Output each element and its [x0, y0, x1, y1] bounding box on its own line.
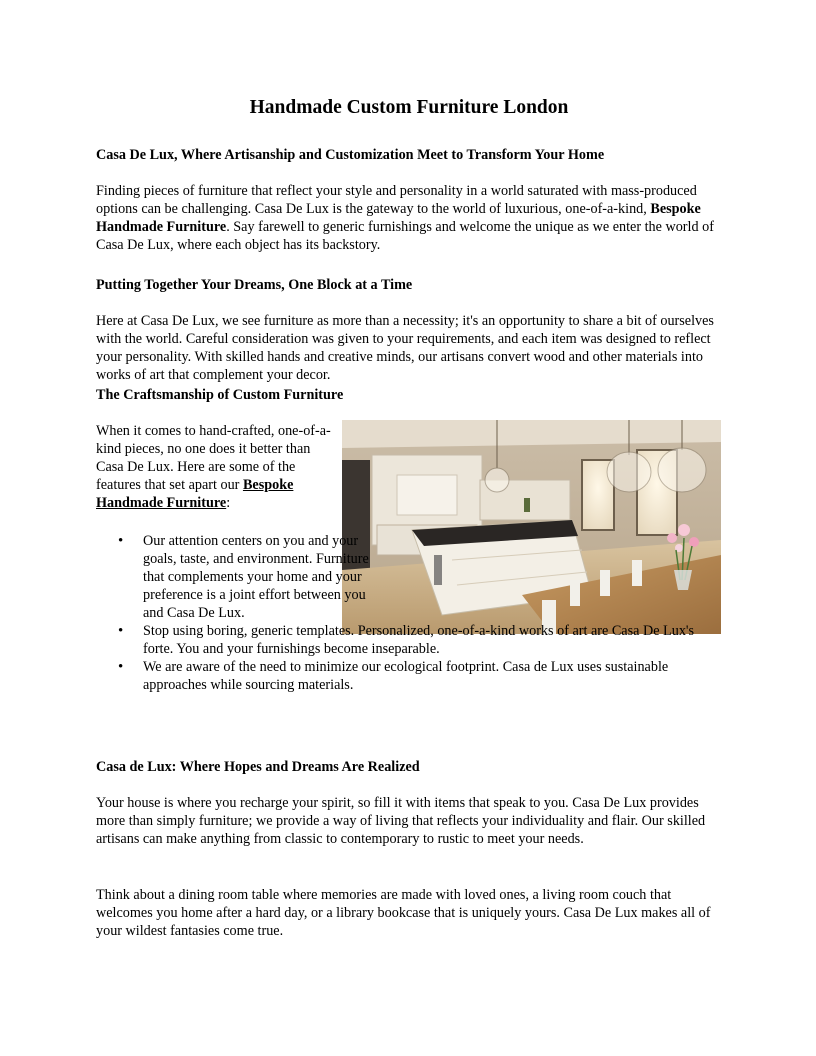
list-item: • Stop using boring, generic templates. Personalized, one-of-a-kind works of art are Casa De Lux's forte. You and your furnishings become inseparable. — [96, 622, 723, 658]
list-item: • Our attention centers on you and your goals, taste, and environment. Furniture that complements your home and your preference is a joint effort between you and Casa De Lux. — [96, 532, 378, 622]
section-heading-dreams: Putting Together Your Dreams, One Block at a Time — [96, 277, 413, 293]
bespoke-furniture-link[interactable]: Bespoke Handmade Furniture — [96, 477, 294, 511]
list-item: • We are aware of the need to minimize our ecological footprint. Casa de Lux uses sustainable approaches while sourcing materials. — [96, 658, 723, 694]
hopes-paragraph-2: Think about a dining room table where memories are made with loved ones, a living room couch that welcomes you home after a hard day, or a library bookcase that is uniquely yours. Casa De Lux makes all of your wildest fantasies come true. — [96, 887, 711, 939]
bespoke-furniture-bold: Bespoke Handmade Furniture — [96, 201, 701, 235]
craftsmanship-intro: When it comes to hand-crafted, one-of-a-kind pieces, no one does it better than Casa De Lux. Here are some of the features that set apart our Bespoke Handmade Furniture: — [96, 423, 331, 511]
page-title: Handmade Custom Furniture London — [249, 97, 569, 118]
section-heading-hopes: Casa de Lux: Where Hopes and Dreams Are Realized — [96, 759, 420, 775]
features-list — [96, 532, 723, 694]
section-heading-intro: Casa De Lux, Where Artisanship and Customization Meet to Transform Your Home — [96, 147, 605, 163]
section-heading-craftsmanship: The Craftsmanship of Custom Furniture — [96, 387, 344, 403]
intro-paragraph: Finding pieces of furniture that reflect your style and personality in a world saturated with mass-produced options can be challenging. Casa De Lux is the gateway to the world of luxurious, one-of-a-kind, Bespoke Handmade Furniture. Say farewell to generic furnishings and welcome the unique as we enter the world of Casa De Lux, where each object has its backstory. — [96, 183, 714, 253]
hopes-paragraph-1: Your house is where you recharge your spirit, so fill it with items that speak to you. Casa De Lux provides more than simply furniture; we provide a way of living that reflects your individuality and flair. Our skilled artisans can make anything from classic to contemporary to rustic to meet your needs. — [96, 795, 706, 847]
dreams-paragraph: Here at Casa De Lux, we see furniture as more than a necessity; it's an opportunity to share a bit of ourselves with the world. Careful consideration was given to your requirements, and each item was designed to reflect your personality. With skilled hands and creative minds, our artisans convert wood and other materials into works of art that complement your decor. — [96, 313, 714, 383]
